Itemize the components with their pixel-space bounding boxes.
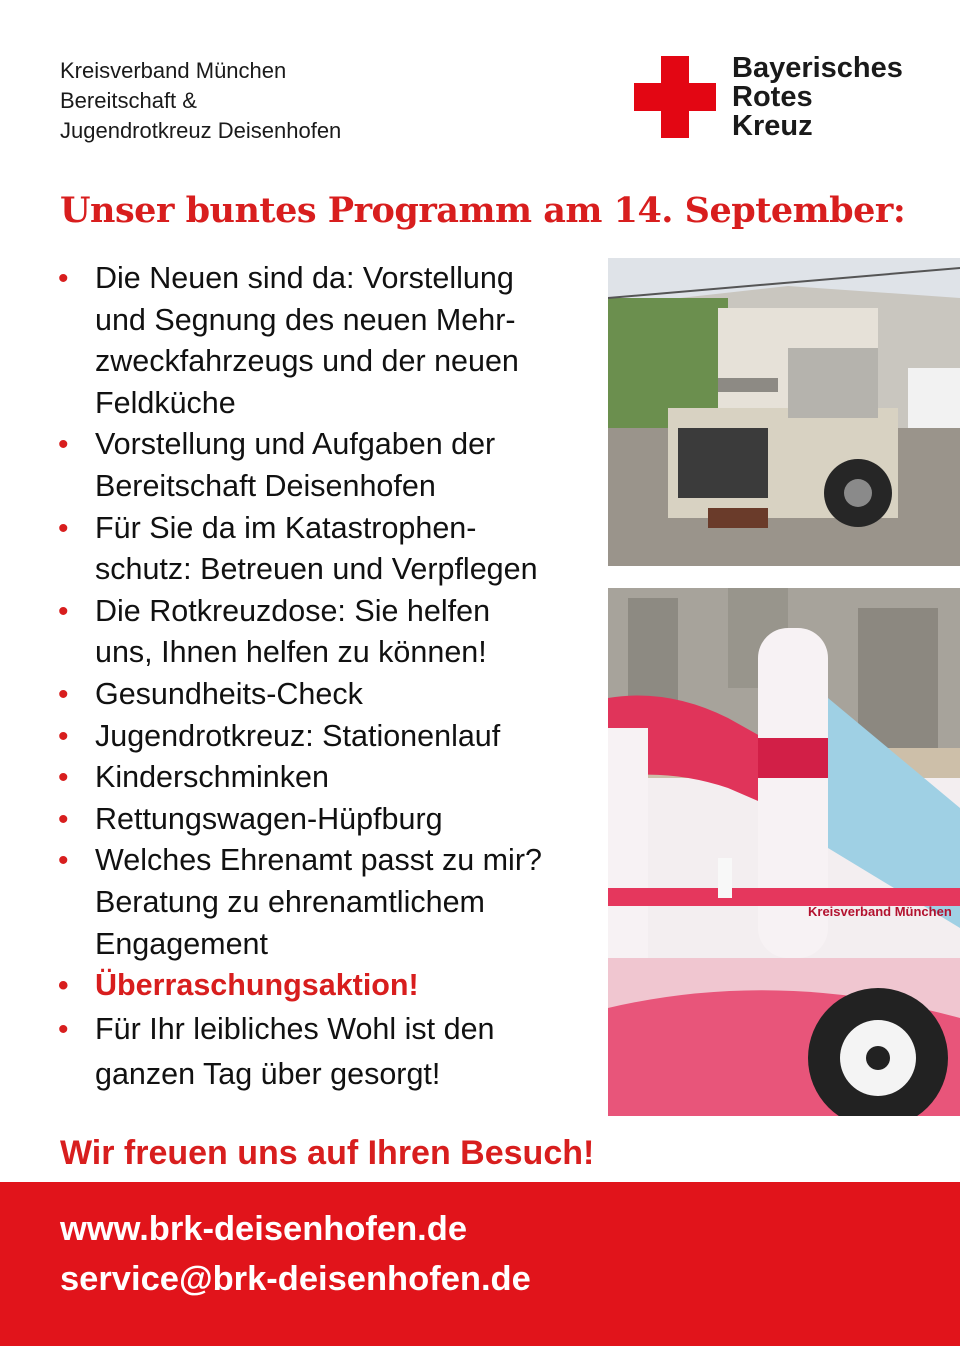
item-line: schutz: Betreuen und Verpflegen	[95, 552, 538, 587]
item-line: Für Sie da im Katastrophen-	[95, 510, 477, 545]
item-line: zweckfahrzeugs und der neuen	[95, 344, 519, 379]
item-line: Vorstellung und Aufgaben der	[95, 427, 496, 462]
red-cross-icon	[634, 56, 716, 138]
bouncy-castle-photo	[608, 588, 960, 1116]
brk-logo	[634, 52, 934, 146]
bullet-icon: •	[58, 969, 69, 1003]
list-item	[58, 757, 606, 799]
org-line: Kreisverband München	[60, 58, 287, 83]
bullet-icon: •	[58, 719, 69, 753]
item-line: Die Neuen sind da: Vorstellung	[95, 261, 514, 295]
brand-wordmark	[732, 54, 903, 141]
item-line: Gesundheits-Check	[95, 676, 363, 711]
item-line: ganzen Tag über gesorgt!	[95, 1056, 441, 1091]
item-line: Engagement	[95, 926, 268, 961]
list-item	[58, 799, 606, 841]
bullet-icon: •	[58, 844, 69, 878]
brand-line: Bayerisches	[732, 52, 903, 84]
list-item	[58, 258, 606, 424]
item-line: Bereitschaft Deisenhofen	[95, 468, 436, 503]
list-item	[58, 716, 606, 758]
program-list	[58, 258, 606, 1097]
email-link[interactable]: service@brk-deisenhofen.de	[60, 1260, 531, 1298]
org-line: Bereitschaft &	[60, 88, 197, 113]
item-line: Die Rotkreuzdose: Sie helfen	[95, 593, 491, 628]
field-kitchen-photo	[608, 258, 960, 566]
bullet-icon: •	[58, 1012, 69, 1046]
list-item	[58, 508, 606, 591]
list-item	[58, 424, 606, 507]
organization-name	[60, 56, 341, 146]
item-line: uns, Ihnen helfen zu können!	[95, 635, 487, 670]
item-line: Überraschungsaktion!	[95, 968, 419, 1003]
bullet-icon: •	[58, 511, 69, 545]
list-item-highlight	[58, 965, 606, 1007]
bullet-icon: •	[58, 677, 69, 711]
footer-banner	[0, 1182, 960, 1346]
closing-message: Wir freuen uns auf Ihren Besuch!	[60, 1134, 595, 1172]
bullet-icon: •	[58, 761, 69, 795]
item-line: Beratung zu ehrenamtlichem	[95, 884, 485, 919]
brand-line: Kreuz	[732, 110, 813, 142]
item-line: Für Ihr leibliches Wohl ist den	[95, 1011, 495, 1046]
bullet-icon: •	[58, 802, 69, 836]
item-line: Rettungswagen-Hüpfburg	[95, 801, 443, 836]
list-item	[58, 1007, 606, 1097]
list-item	[58, 674, 606, 716]
page-title: Unser buntes Programm am 14. September:	[60, 190, 906, 231]
bullet-icon: •	[58, 594, 69, 628]
item-line: Kinderschminken	[95, 760, 329, 795]
item-line: Feldküche	[95, 385, 236, 420]
brand-line: Rotes	[732, 81, 813, 113]
bullet-icon: •	[58, 262, 69, 295]
list-item	[58, 840, 606, 965]
item-line: Welches Ehrenamt passt zu mir?	[95, 843, 542, 878]
item-line: Jugendrotkreuz: Stationenlauf	[95, 718, 501, 753]
website-link[interactable]: www.brk-deisenhofen.de	[60, 1210, 468, 1248]
castle-banner-text: Kreisverband München	[808, 904, 952, 919]
org-line: Jugendrotkreuz Deisenhofen	[60, 118, 342, 143]
list-item	[58, 591, 606, 674]
item-line: und Segnung des neuen Mehr-	[95, 302, 516, 337]
bullet-icon: •	[58, 428, 69, 462]
